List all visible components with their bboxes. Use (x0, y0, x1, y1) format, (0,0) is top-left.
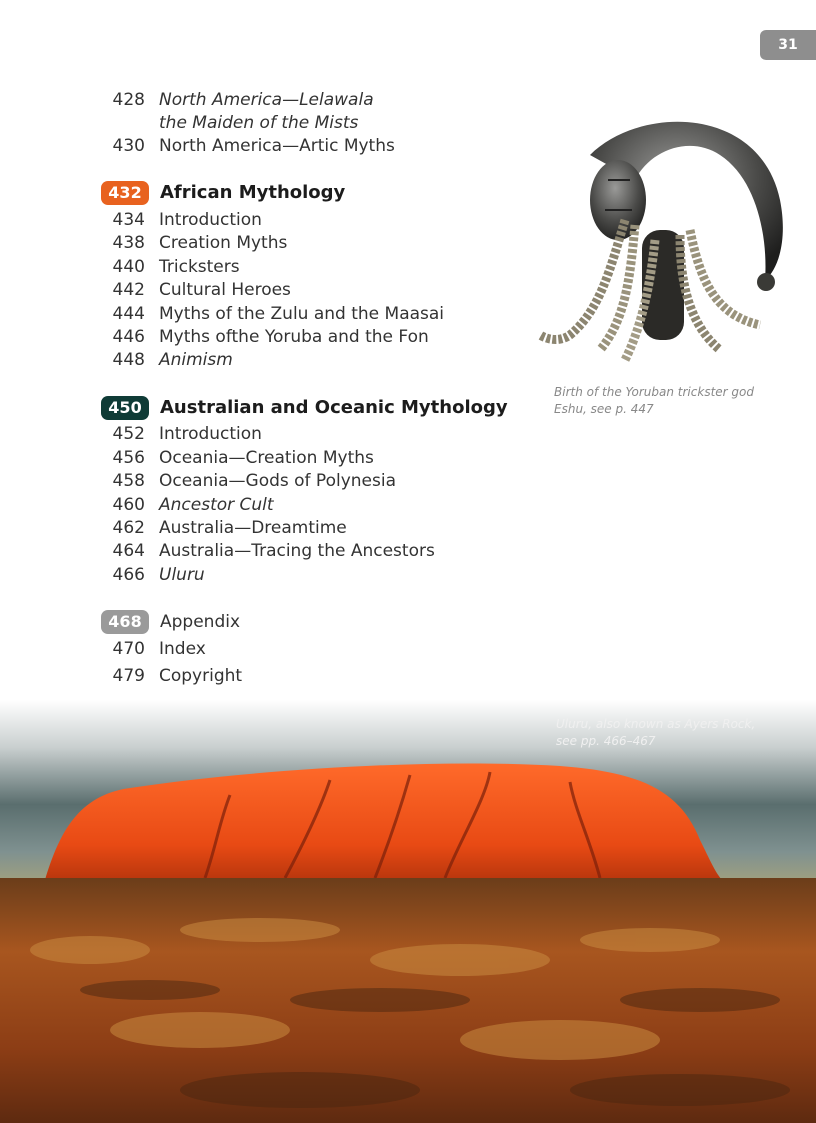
toc-entry-title: Animism (159, 350, 233, 370)
toc-entry-page: 464 (112, 541, 145, 561)
toc-entry-page: 442 (112, 280, 145, 300)
toc-entry-title: Oceania—Gods of Polynesia (159, 471, 396, 491)
toc-entry-page: 438 (112, 233, 145, 253)
section-title: Australian and Oceanic Mythology (160, 397, 508, 418)
section-page-badge: 432 (101, 181, 149, 205)
toc-entry-page: 456 (112, 448, 145, 468)
toc-entry-page: 466 (112, 565, 145, 585)
section-title: African Mythology (160, 182, 346, 203)
uluru-photo (0, 700, 816, 1123)
artifact-caption-line: Eshu, see p. 447 (554, 402, 654, 416)
artifact-caption-line: Birth of the Yoruban trickster god (554, 385, 754, 399)
toc-entry-page: 444 (112, 304, 145, 324)
toc-entry-title: North America—Lelawala (159, 90, 374, 110)
toc-entry-title: the Maiden of the Mists (159, 113, 359, 133)
toc-entry-title: Uluru (159, 565, 205, 585)
toc-entry-page: 479 (112, 666, 145, 686)
toc-entry-title: Oceania—Creation Myths (159, 448, 374, 468)
page-number: 31 (760, 30, 816, 60)
uluru-caption-line: see pp. 466–467 (556, 734, 656, 748)
toc-entry-page: 470 (112, 639, 145, 659)
uluru-caption-line: Uluru, also known as Ayers Rock, (556, 717, 756, 731)
eshu-figure-image (530, 110, 790, 380)
toc-entry-title: Cultural Heroes (159, 280, 291, 300)
toc-entry-title: Ancestor Cult (159, 495, 274, 515)
toc-entry-title: Creation Myths (159, 233, 288, 253)
uluru-caption (556, 716, 786, 750)
section-page-badge: 468 (101, 610, 149, 634)
section-page-badge: 450 (101, 396, 149, 420)
toc-entry-title: Australia—Tracing the Ancestors (159, 541, 435, 561)
toc-entry-title: Myths of the Zulu and the Maasai (159, 304, 445, 324)
toc-entry-title: North America—Artic Myths (159, 136, 395, 156)
toc-entry-page: 446 (112, 327, 145, 347)
toc-entry-page: 440 (112, 257, 145, 277)
toc-entry-page: 458 (112, 471, 145, 491)
toc-entry-page: 428 (112, 90, 145, 110)
toc-entry-page: 460 (112, 495, 145, 515)
toc-entry-title: Introduction (159, 424, 262, 444)
toc-entry-page: 452 (112, 424, 145, 444)
toc-entry-page: 462 (112, 518, 145, 538)
toc-entry-title: Introduction (159, 210, 262, 230)
artifact-caption (554, 384, 784, 418)
toc-entry-title: Myths ofthe Yoruba and the Fon (159, 327, 429, 347)
section-title: Appendix (160, 612, 241, 632)
toc-entry-title: Australia—Dreamtime (159, 518, 347, 538)
toc-entry-page: 430 (112, 136, 145, 156)
toc-entry-page: 448 (112, 350, 145, 370)
toc-entry-title: Index (159, 639, 206, 659)
toc-entry-title: Copyright (159, 666, 243, 686)
toc-entry-title: Tricksters (159, 257, 240, 277)
toc-entry-page: 434 (112, 210, 145, 230)
